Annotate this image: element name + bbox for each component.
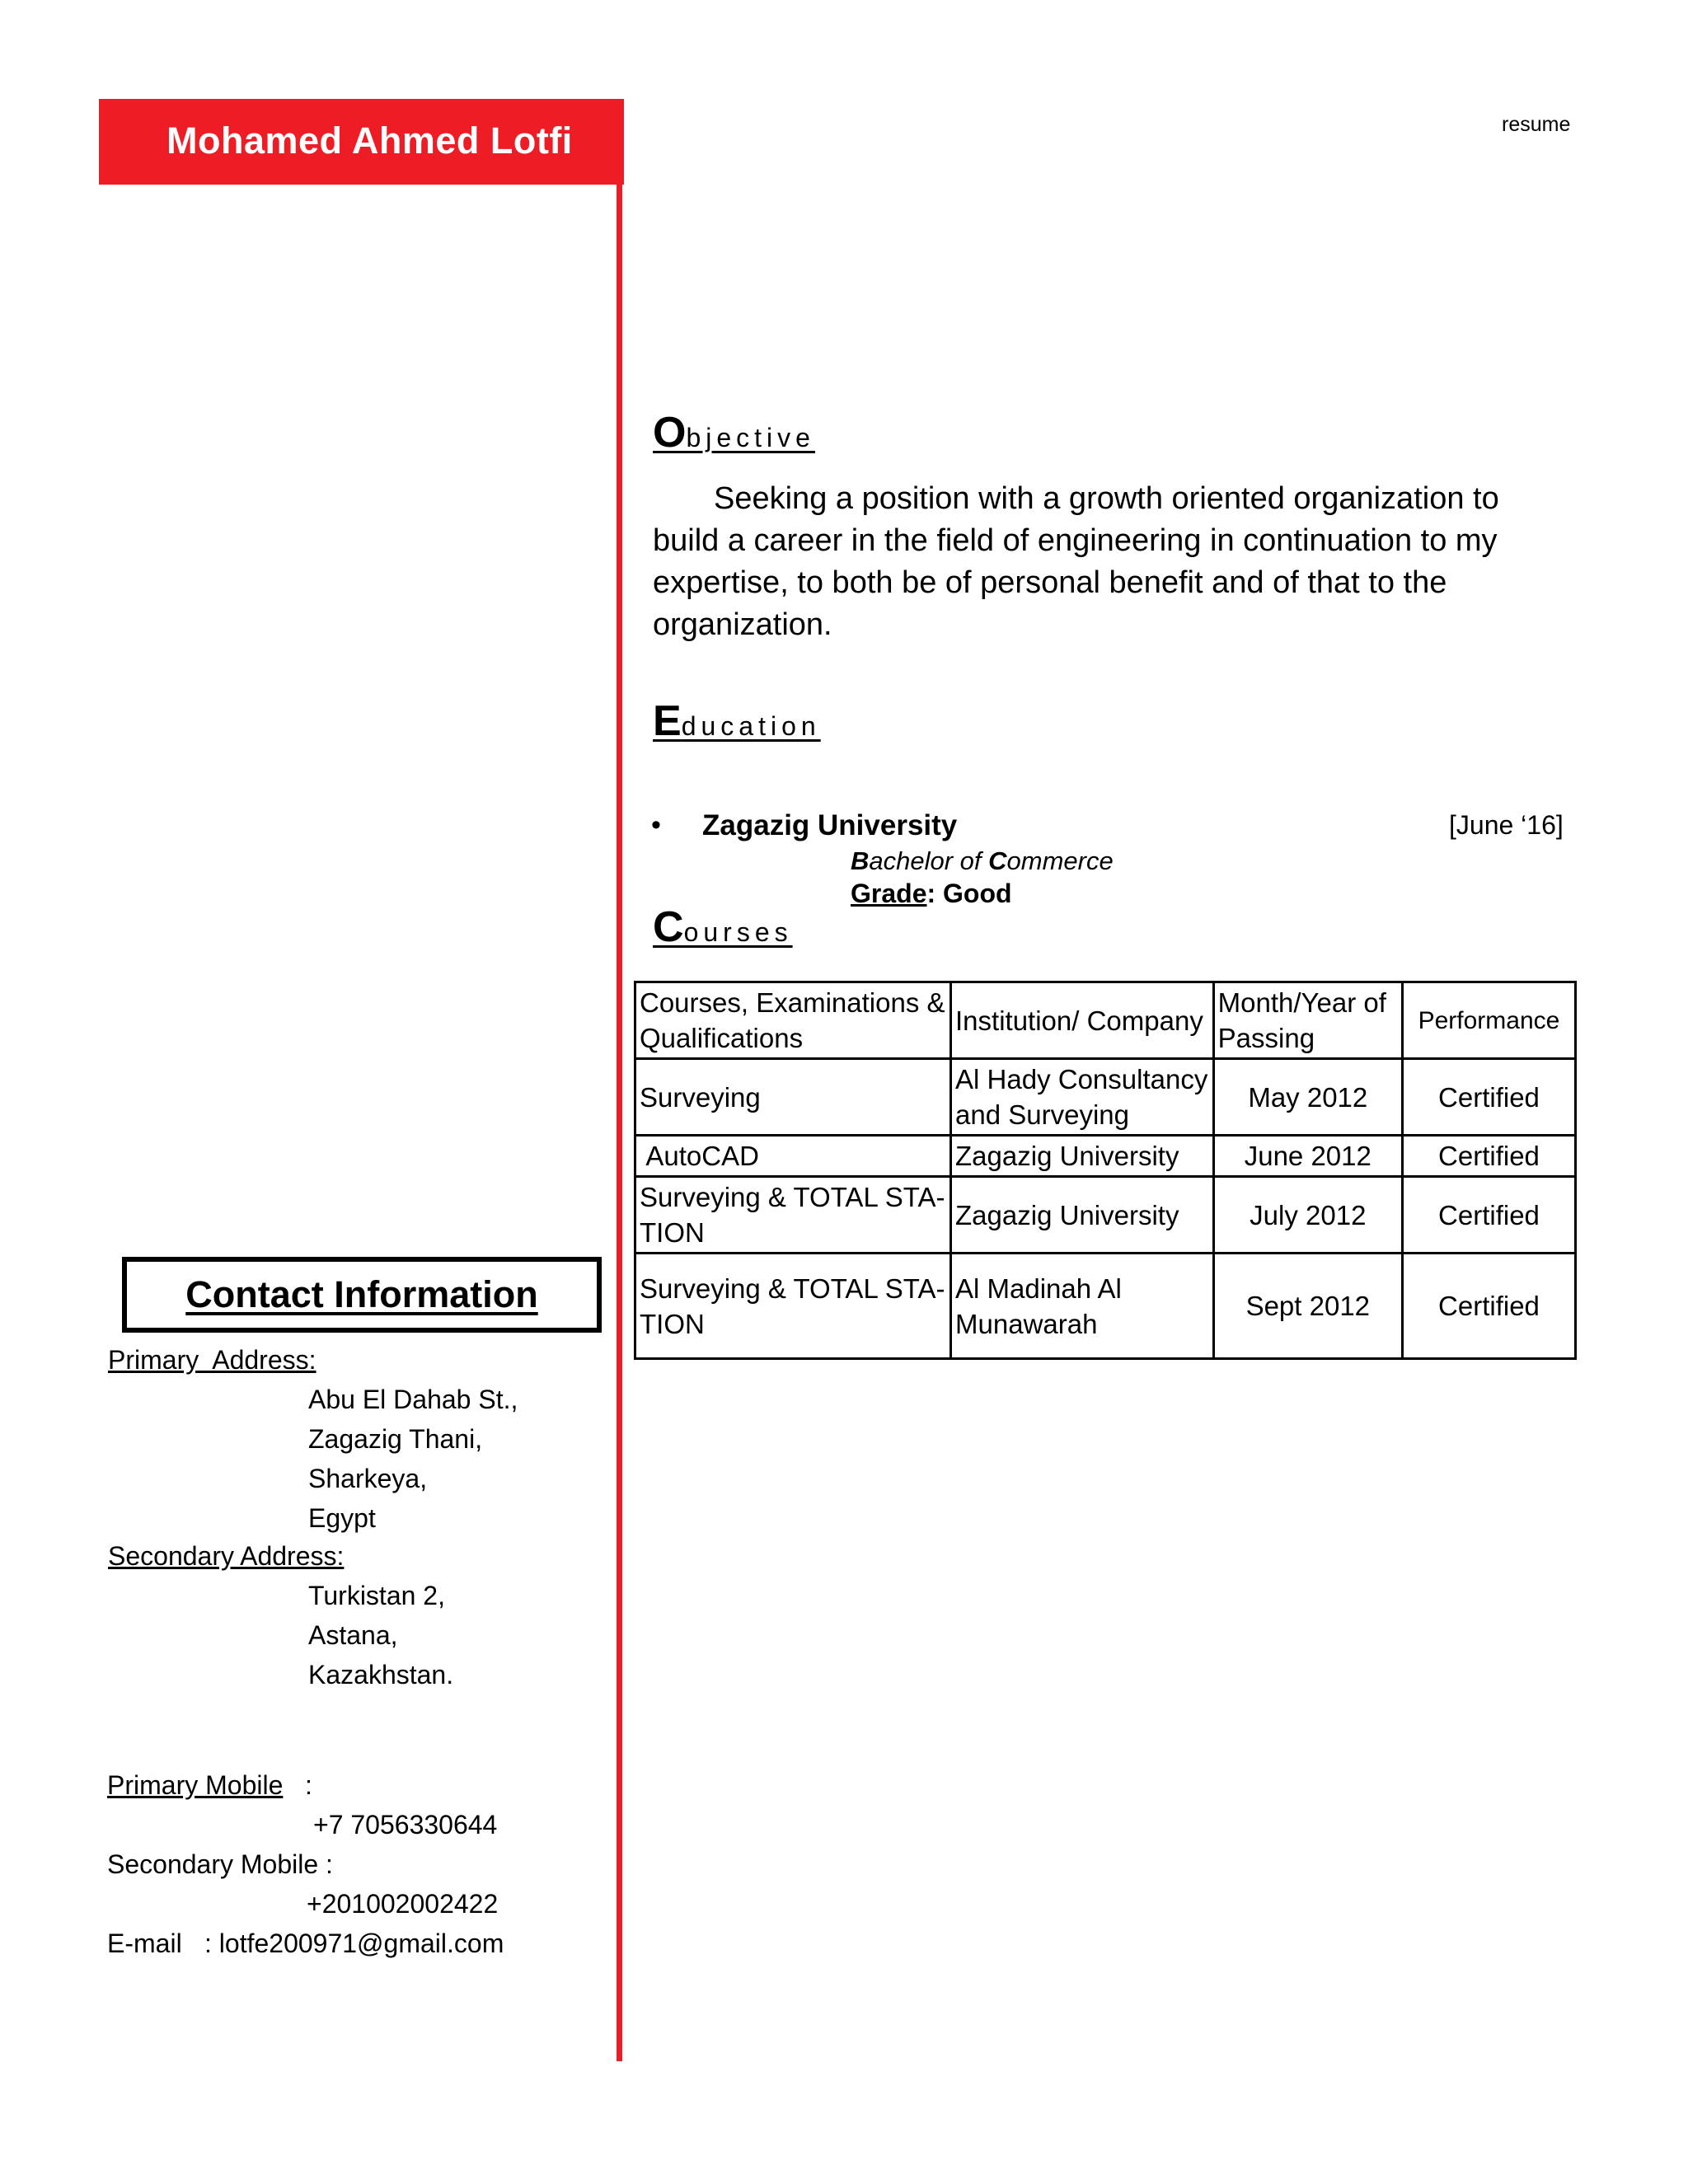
primary-address-label: Primary Address:	[108, 1345, 316, 1375]
education-degree	[851, 846, 1114, 876]
table-header-row	[635, 982, 1576, 1059]
objective-heading	[653, 408, 815, 457]
header-cell-course: Courses, Examinations & Qualifications	[635, 982, 951, 1059]
secondary-mobile-label: Secondary Mobile :	[107, 1849, 333, 1879]
grade-label: Grade	[851, 879, 927, 908]
course-name-cell: Surveying & TOTAL STA-TION	[635, 1254, 951, 1359]
header-cell-performance: Performance	[1402, 982, 1575, 1059]
primary-mobile-label: Primary Mobile	[107, 1770, 284, 1800]
table-row	[635, 1177, 1576, 1254]
performance-cell: Certified	[1402, 1177, 1575, 1254]
document-tag: resume	[1502, 113, 1571, 136]
degree-initial-c: C	[988, 846, 1007, 875]
header-cell-month-year: Month/Year of Passing	[1213, 982, 1402, 1059]
course-name-cell: AutoCAD	[635, 1136, 951, 1177]
education-heading	[653, 696, 821, 746]
table-row	[635, 1059, 1576, 1136]
course-name-cell: Surveying & TOTAL STA-TION	[635, 1177, 951, 1254]
candidate-name: Mohamed Ahmed Lotfi	[166, 120, 573, 162]
grade-value: : Good	[926, 879, 1012, 908]
primary-mobile-colon: :	[305, 1770, 312, 1800]
bullet-icon: •	[651, 809, 661, 841]
month-year-cell: June 2012	[1213, 1136, 1402, 1177]
objective-text: Seeking a position with a growth oriented organization to build a career in the field of engineering in continuation to my expertise, to both be of personal benefit and of that to the organization.	[653, 481, 1499, 642]
email-label: E-mail	[107, 1929, 182, 1958]
courses-heading	[653, 902, 793, 952]
primary-mobile-value[interactable]: +7 7056330644	[313, 1810, 498, 1840]
institution-cell: Zagazig University	[951, 1136, 1214, 1177]
degree-part-2: ommerce	[1006, 846, 1114, 875]
table-row	[635, 1136, 1576, 1177]
email-value[interactable]: : lotfe200971@gmail.com	[204, 1929, 504, 1958]
degree-initial-b: B	[851, 846, 870, 875]
education-university: Zagazig University	[702, 809, 958, 841]
secondary-address-label: Secondary Address:	[108, 1541, 345, 1571]
performance-cell: Certified	[1402, 1059, 1575, 1136]
secondary-address-line: Astana,	[308, 1620, 398, 1650]
secondary-mobile-value[interactable]: +201002002422	[307, 1889, 499, 1919]
courses-heading-rest: ourses	[683, 917, 793, 947]
primary-address-line: Egypt	[308, 1503, 376, 1533]
institution-cell: Al Hady Consultancy and Surveying	[951, 1059, 1214, 1136]
objective-heading-rest: bjective	[686, 423, 815, 452]
header-cell-institution: Institution/ Company	[951, 982, 1214, 1059]
table-row	[635, 1254, 1576, 1359]
institution-cell: Zagazig University	[951, 1177, 1214, 1254]
month-year-cell: May 2012	[1213, 1059, 1402, 1136]
contact-title: Contact Information	[185, 1273, 538, 1315]
vertical-divider	[617, 99, 622, 2061]
education-heading-rest: ducation	[681, 711, 821, 741]
education-grade	[851, 879, 1012, 909]
primary-address-line: Zagazig Thani,	[308, 1424, 483, 1454]
courses-table	[634, 981, 1577, 1360]
objective-heading-initial: O	[653, 409, 687, 457]
secondary-address-line: Turkistan 2,	[308, 1581, 445, 1610]
degree-part-1: achelor of	[869, 846, 989, 875]
secondary-address-line: Kazakhstan.	[308, 1660, 454, 1690]
month-year-cell: July 2012	[1213, 1177, 1402, 1254]
institution-cell: Al Madinah Al Munawarah	[951, 1254, 1214, 1359]
courses-heading-initial: C	[653, 903, 684, 951]
primary-address-line: Abu El Dahab St.,	[308, 1385, 518, 1414]
performance-cell: Certified	[1402, 1136, 1575, 1177]
education-heading-initial: E	[653, 697, 682, 745]
month-year-cell: Sept 2012	[1213, 1254, 1402, 1359]
performance-cell: Certified	[1402, 1254, 1575, 1359]
primary-address-line: Sharkeya,	[308, 1464, 428, 1493]
education-date: [June ‘16]	[1449, 810, 1564, 840]
course-name-cell: Surveying	[635, 1059, 951, 1136]
